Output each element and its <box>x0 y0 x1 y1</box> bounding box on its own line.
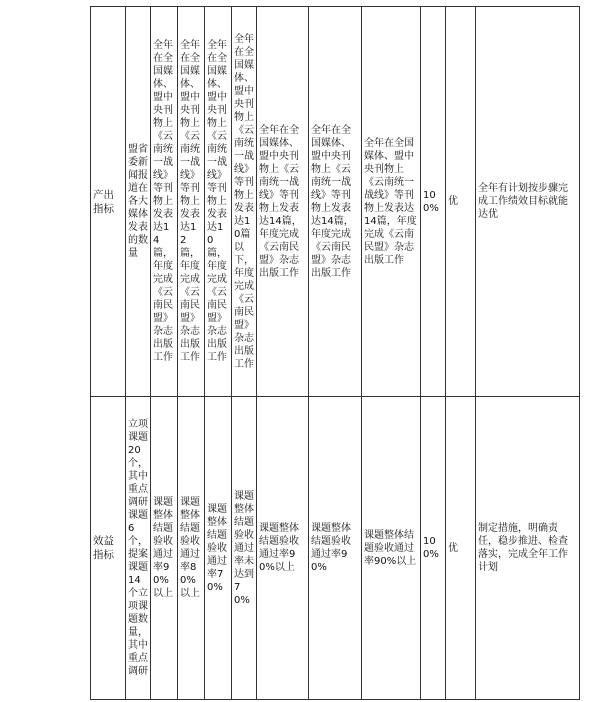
target-cell: 课题整体结题验收通过率80%以上 <box>178 397 205 700</box>
target-cell: 全年在全国媒体、盟中央刊物上《云南统一战线》等刊物上发表达14篇，年度完成《云南民盟》杂志出版工作 <box>362 7 421 397</box>
target-cell: 课题整体结题验收通过率未达到70% <box>232 397 257 700</box>
target-cell: 全年在全国媒体、盟中央刊物上《云南统一战线》等刊物上发表达10篇，年度完成《云南民盟》杂志出版工作 <box>205 7 232 397</box>
target-cell: 全年在全国媒体、盟中央刊物上《云南统一战线》等刊物上发表达14篇，年度完成《云南民盟》杂志出版工作 <box>257 7 309 397</box>
indicator-cell: 盟省委新闻报道在各大媒体发表的数量 <box>126 7 151 397</box>
target-cell: 全年在全国媒体、盟中央刊物上《云南统一战线》等刊物上发表达14篇，年度完成《云南民盟》杂志出版工作 <box>309 7 362 397</box>
note-cell: 制定措施，明确责任，稳步推进、检查落实，完成全年工作计划 <box>476 397 580 700</box>
grade-cell: 优 <box>446 397 476 700</box>
target-cell: 课题整体结题验收通过率90% <box>309 397 362 700</box>
category-cell: 效益指标 <box>91 397 126 700</box>
target-cell: 全年在全国媒体、盟中央刊物上《云南统一战线》等刊物上发表达10篇以下，年度完成《云南民盟》杂志出版工作 <box>232 7 257 397</box>
table-row <box>91 7 580 397</box>
indicator-cell: 立项课题20个，其中重点调研课题6个，提案课题14个立项课题数量，其中重点调研 <box>126 397 151 700</box>
target-cell: 课题整体结题验收通过率90%以上 <box>257 397 309 700</box>
note-cell: 全年有计划按步骤完成工作绩效目标就能达优 <box>476 7 580 397</box>
target-cell: 课题整体结题验收通过率90%以上 <box>151 397 178 700</box>
target-cell: 课题整体结题验收通过率90%以上 <box>362 397 421 700</box>
percent-cell: 100% <box>421 397 446 700</box>
category-cell: 产出指标 <box>91 7 126 397</box>
table-row <box>91 397 580 700</box>
percent-cell: 100% <box>421 7 446 397</box>
target-cell: 全年在全国媒体、盟中央刊物上《云南统一战线》等刊物上发表达12篇，年度完成《云南民盟》杂志出版工作 <box>178 7 205 397</box>
target-cell: 课题整体结题验收通过率70% <box>205 397 232 700</box>
target-cell: 全年在全国媒体、盟中央刊物上《云南统一战线》等刊物上发表达14篇，年度完成《云南民盟》杂志出版工作 <box>151 7 178 397</box>
grade-cell: 优 <box>446 7 476 397</box>
performance-table <box>90 6 580 700</box>
